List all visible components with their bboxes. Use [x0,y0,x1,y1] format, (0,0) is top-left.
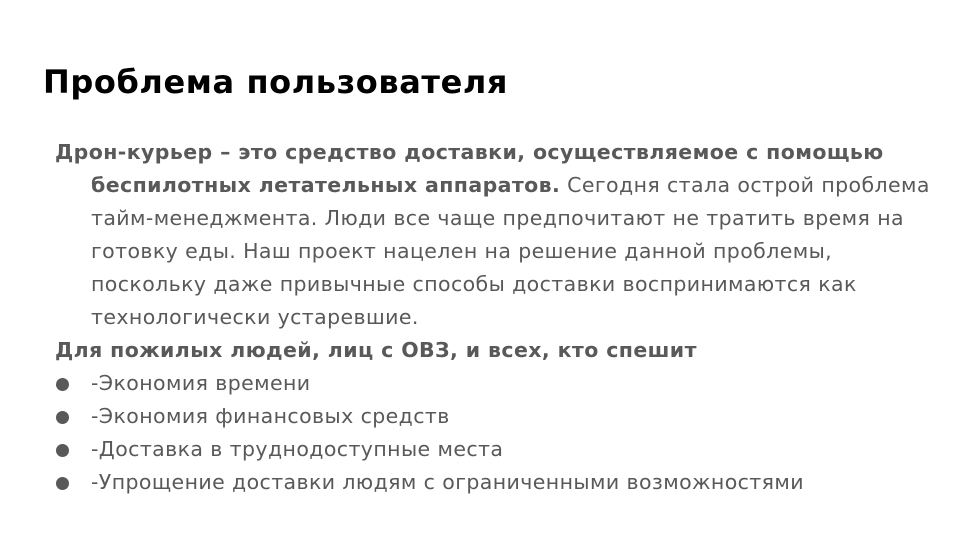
benefit-text: -Упрощение доставки людям с ограниченными возможностями [91,470,804,494]
slide-body [55,136,935,499]
bullet-icon [56,477,69,490]
benefit-text: -Экономия финансовых средств [91,404,450,428]
benefit-text: -Доставка в труднодоступные места [91,437,504,461]
list-item [55,400,935,433]
intro-paragraph [55,136,935,334]
audience-heading: Для пожилых людей, лиц с ОВЗ, и всех, кто спешит [55,338,697,362]
bullet-icon [56,444,69,457]
slide-title: Проблема пользователя [43,63,509,101]
list-item [55,367,935,400]
bullet-icon [56,378,69,391]
intro-text: Сегодня стала острой проблема тайм-менеджмента. Люди все чаще предпочитают не тратить время на готовку еды. Наш проект нацелен на решение данной проблемы, поскольку даже привычные способы доставки воспринимаются как технологически устаревшие. [91,173,930,329]
benefit-text: -Экономия времени [91,371,311,395]
list-item [55,466,935,499]
intro-definition: Дрон-курьер – это средство доставки, осуществляемое с помощью беспилотных летательных аппаратов. [55,140,884,197]
benefits-list [55,367,935,499]
list-item [55,433,935,466]
bullet-icon [56,411,69,424]
